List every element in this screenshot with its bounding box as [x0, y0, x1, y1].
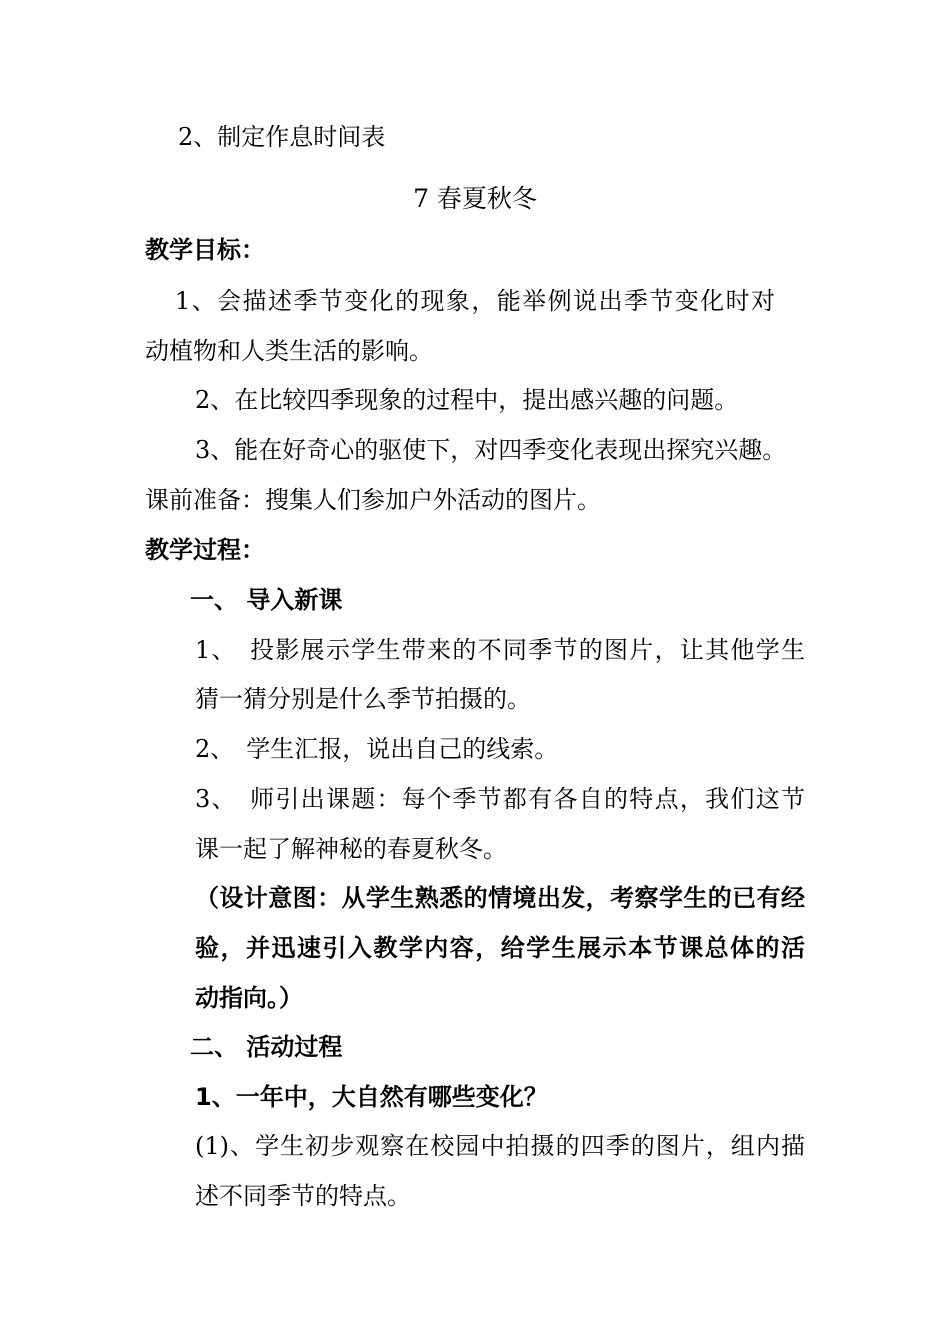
section-1-item-3-line-1: 3、 师引出课题：每个季节都有各自的特点，我们这节 — [195, 785, 805, 813]
section-1-item-2: 2、 学生汇报，说出自己的线索。 — [195, 735, 559, 763]
section-2-sub-1-item-1-line-1: (1)、学生初步观察在校园中拍摄的四季的图片，组内描 — [195, 1132, 805, 1160]
section-2-sub-1-heading: 1、一年中，大自然有哪些变化？ — [195, 1083, 548, 1111]
previous-lesson-item: 2、制定作息时间表 — [178, 123, 386, 151]
objective-3: 3、能在好奇心的驱使下，对四季变化表现出探究兴趣。 — [195, 436, 787, 464]
section-2-heading: 二、 活动过程 — [190, 1033, 343, 1061]
design-intent-line-1: （设计意图：从学生熟悉的情境出发，考察学生的已有经 — [195, 884, 805, 912]
objectives-heading: 教学目标： — [145, 236, 265, 264]
process-heading: 教学过程： — [145, 536, 265, 564]
objective-1-line-2: 动植物和人类生活的影响。 — [145, 337, 433, 365]
design-intent-line-2: 验，并迅速引入教学内容，给学生展示本节课总体的活 — [195, 934, 805, 962]
design-intent-line-3: 动指向。） — [195, 984, 303, 1012]
section-1-item-1-line-1: 1、 投影展示学生带来的不同季节的图片，让其他学生 — [195, 636, 805, 664]
section-1-heading: 一、 导入新课 — [190, 586, 343, 614]
lesson-title: 7 春夏秋冬 — [413, 184, 537, 213]
objective-2: 2、在比较四季现象的过程中，提出感兴趣的问题。 — [195, 386, 739, 414]
section-1-item-1-line-2: 猜一猜分别是什么季节拍摄的。 — [195, 685, 531, 713]
section-1-item-3-line-2: 课一起了解神秘的春夏秋冬。 — [195, 835, 507, 863]
objective-1-line-1: 1、会描述季节变化的现象，能举例说出季节变化时对 — [175, 287, 775, 315]
preparation: 课前准备：搜集人们参加户外活动的图片。 — [145, 486, 601, 514]
section-2-sub-1-item-1-line-2: 述不同季节的特点。 — [195, 1182, 411, 1210]
